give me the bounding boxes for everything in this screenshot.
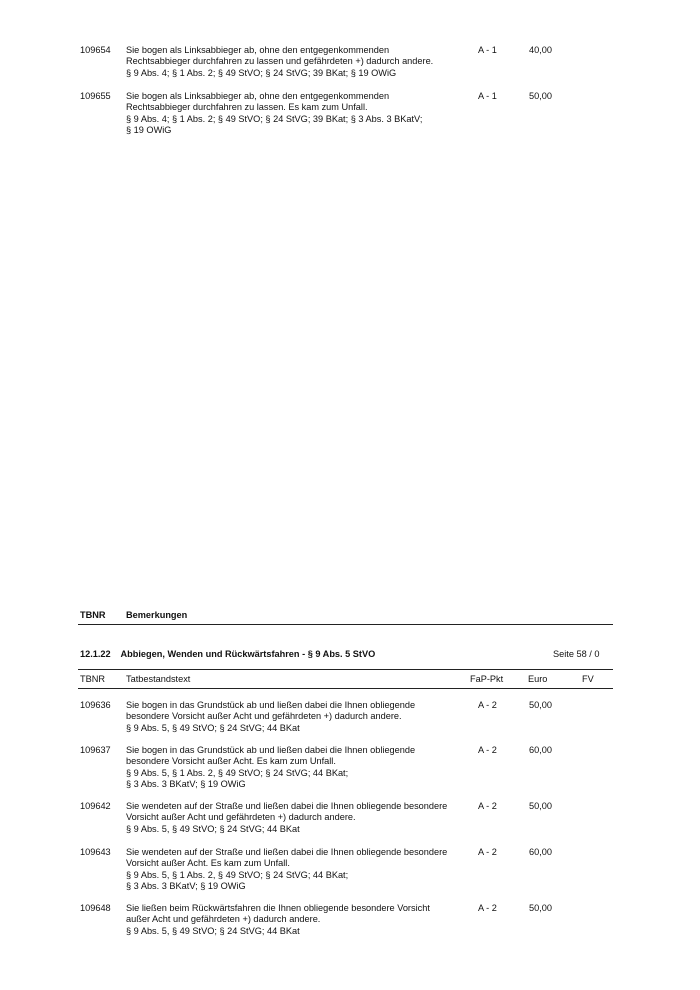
fap-points-cell: A - 2 bbox=[478, 903, 497, 913]
offence-text bbox=[126, 903, 471, 937]
offence-line: Vorsicht außer Acht. Es kam zum Unfall. bbox=[126, 858, 290, 869]
divider bbox=[78, 624, 613, 625]
column-header-tbnr: TBNR bbox=[80, 674, 106, 684]
section-title: 12.1.22 Abbiegen, Wenden und Rückwärtsfahren - § 9 Abs. 5 StVO bbox=[80, 649, 376, 659]
euro-cell: 60,00 bbox=[529, 847, 552, 857]
offence-line: Rechtsabbieger durchfahren zu lassen. Es kam zum Unfall. bbox=[126, 102, 368, 113]
euro-cell: 60,00 bbox=[529, 745, 552, 755]
divider bbox=[78, 688, 613, 689]
tbnr-cell: 109654 bbox=[80, 45, 111, 55]
tbnr-cell: 109648 bbox=[80, 903, 111, 913]
column-header-text: Tatbestandstext bbox=[126, 674, 191, 684]
offence-line: § 9 Abs. 5, § 1 Abs. 2, § 49 StVO; § 24 StVG; 44 BKat; bbox=[126, 869, 349, 880]
offence-text bbox=[126, 700, 471, 734]
offence-text bbox=[126, 801, 471, 835]
euro-cell: 50,00 bbox=[529, 903, 552, 913]
fap-points-cell: A - 1 bbox=[478, 45, 497, 55]
page-number: Seite 58 / 0 bbox=[553, 649, 600, 659]
offence-line: § 19 OWiG bbox=[126, 124, 172, 135]
tbnr-cell: 109637 bbox=[80, 745, 111, 755]
offence-line: Sie ließen beim Rückwärtsfahren die Ihnen obliegende besondere Vorsicht bbox=[126, 903, 430, 913]
offence-line: § 3 Abs. 3 BKatV; § 19 OWiG bbox=[126, 880, 246, 891]
euro-cell: 50,00 bbox=[529, 700, 552, 710]
tbnr-cell: 109636 bbox=[80, 700, 111, 710]
offence-line: Sie bogen in das Grundstück ab und ließen dabei die Ihnen obliegende bbox=[126, 745, 416, 755]
tbnr-cell: 109642 bbox=[80, 801, 111, 811]
tbnr-cell: 109643 bbox=[80, 847, 111, 857]
fap-points-cell: A - 2 bbox=[478, 700, 497, 710]
offence-line: Sie wendeten auf der Straße und ließen dabei die Ihnen obliegende besondere bbox=[126, 847, 448, 857]
offence-line: § 9 Abs. 4; § 1 Abs. 2; § 49 StVO; § 24 StVG; 39 BKat; § 19 OWiG bbox=[126, 67, 397, 78]
remarks-tbnr-label: TBNR bbox=[80, 610, 106, 620]
offence-line: außer Acht und gefährdeten +) dadurch andere. bbox=[126, 914, 321, 925]
column-header-fap: FaP-Pkt bbox=[470, 674, 504, 684]
fap-points-cell: A - 1 bbox=[478, 91, 497, 101]
offence-line: Sie wendeten auf der Straße und ließen dabei die Ihnen obliegende besondere bbox=[126, 801, 448, 811]
column-header-fv: FV bbox=[582, 674, 594, 684]
offence-line: § 3 Abs. 3 BKatV; § 19 OWiG bbox=[126, 778, 246, 789]
remarks-label: Bemerkungen bbox=[126, 610, 188, 620]
fap-points-cell: A - 2 bbox=[478, 801, 497, 811]
offence-line: § 9 Abs. 4; § 1 Abs. 2; § 49 StVO; § 24 StVG; 39 BKat; § 3 Abs. 3 BKatV; bbox=[126, 113, 423, 124]
offence-line: Sie bogen in das Grundstück ab und ließen dabei die Ihnen obliegende bbox=[126, 700, 416, 710]
euro-cell: 40,00 bbox=[529, 45, 552, 55]
euro-cell: 50,00 bbox=[529, 91, 552, 101]
offence-line: Rechtsabbieger durchfahren zu lassen und gefährdeten +) dadurch andere. bbox=[126, 56, 434, 67]
euro-cell: 50,00 bbox=[529, 801, 552, 811]
tbnr-cell: 109655 bbox=[80, 91, 111, 101]
offence-line: besondere Vorsicht außer Acht und gefährdeten +) dadurch andere. bbox=[126, 711, 402, 722]
offence-line: Vorsicht außer Acht und gefährdeten +) dadurch andere. bbox=[126, 812, 356, 823]
fap-points-cell: A - 2 bbox=[478, 847, 497, 857]
offence-line: § 9 Abs. 5, § 49 StVO; § 24 StVG; 44 BKat bbox=[126, 823, 300, 834]
offence-text bbox=[126, 45, 471, 79]
divider bbox=[78, 669, 613, 670]
offence-line: § 9 Abs. 5, § 1 Abs. 2, § 49 StVO; § 24 StVG; 44 BKat; bbox=[126, 767, 349, 778]
offence-text bbox=[126, 847, 471, 892]
offence-text bbox=[126, 91, 471, 136]
offence-line: § 9 Abs. 5, § 49 StVO; § 24 StVG; 44 BKat bbox=[126, 925, 300, 936]
offence-line: Sie bogen als Linksabbieger ab, ohne den entgegenkommenden bbox=[126, 91, 390, 101]
offence-line: besondere Vorsicht außer Acht. Es kam zum Unfall. bbox=[126, 756, 336, 767]
offence-line: § 9 Abs. 5, § 49 StVO; § 24 StVG; 44 BKat bbox=[126, 722, 300, 733]
column-header-euro: Euro bbox=[528, 674, 548, 684]
offence-line: Sie bogen als Linksabbieger ab, ohne den entgegenkommenden bbox=[126, 45, 390, 55]
fap-points-cell: A - 2 bbox=[478, 745, 497, 755]
offence-text bbox=[126, 745, 471, 790]
